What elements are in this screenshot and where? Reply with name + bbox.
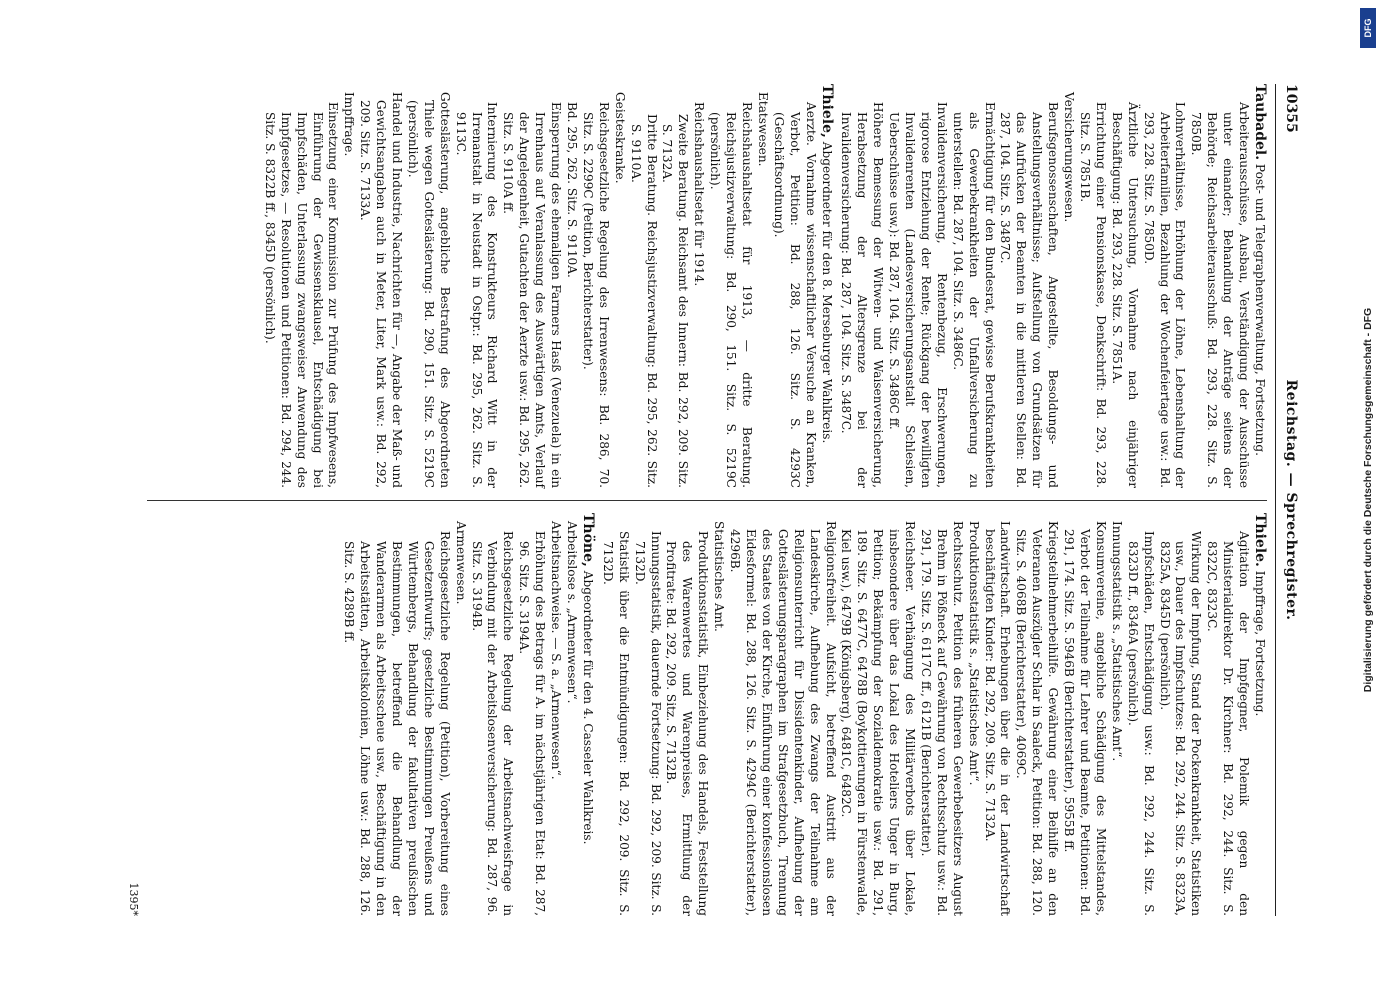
register-entry: Innungsstatistik, dauernde Fortsetzung: Bd. 292, 209. Sitz. S. 7132D. <box>632 531 663 916</box>
register-topic: Gotteslästerung, angebliche Bestrafung des Abgeordneten Thiele wegen Gotteslästerung: Bd. 290, 151. Sitz. S. 5219C (persönlich). <box>405 92 452 488</box>
register-topic: Religionsfreiheit. Aufsicht, betreffend Austritt aus der Landeskirche, Aufhebung des Zwangs der Teilnahme am Religionsunterricht für Dissidentenkinder, Aufhebung der Gotteslästerungsparagraphen im Strafgesetzbuch, Trennung des Staates von der Kirche, Einführung einer konfessionslosen Eidesformel: Bd. 288, 126. Sitz. S. 4294C (Berichterstatter), 4296B. <box>727 521 838 916</box>
register-topic: Etatswesen. <box>755 92 770 167</box>
speaker-heading <box>817 84 833 488</box>
speaker-description: Post- und Telegraphenverwaltung, Fortsetzung. <box>1252 160 1267 457</box>
register-entry: Ärztliche Untersuchung, Vornahme nach einjähriger Beschäftigung: Bd. 293, 228. Sitz. S. 7851A. <box>1109 102 1140 488</box>
register-page <box>72 60 1312 940</box>
register-topic: Versicherungswesen. <box>1061 92 1076 223</box>
register-entry: Internierung des Konstrukteurs Richard Witt in der Irrenanstalt in Neustadt in Ostpr.: Bd. 295, 262. Sitz. S. 9113C. <box>453 102 499 488</box>
register-entry: Dritte Beratung. Reichsjustizverwaltung: Bd. 295, 262. Sitz. S. 9110A. <box>628 114 659 488</box>
left-column <box>147 84 1267 500</box>
register-entry: Reichsgesetzliche Regelung (Petition), Vorbereitung eines Gesetzentwurfs; gesetzliche Bestimmungen Preußens und Württembergs, Behandlung der fakultativen preußischen Bestimmungen, betreffend die Behandlung der Wanderarmen als Arbeitsscheue usw., Beschäftigung in den Arbeitsstätten, Arbeitskolonien, Löhne usw.: Bd. 288, 126. Sitz. S. 4289B ff. <box>341 531 452 916</box>
register-entry: Reichsgesetzliche Regelung des Irrenwesens: Bd. 286, 70. Sitz. S. 2299C (Petition, Berichterstatter). <box>580 102 611 488</box>
signature-mark: 1395* <box>126 882 140 916</box>
register-entry: Errichtung einer Pensionskasse, Denkschrift: Bd. 293, 228. Sitz. S. 7851B. <box>1077 102 1108 488</box>
speaker-description: Impffrage, Fortsetzung. <box>1252 566 1267 717</box>
register-entry: Produktionsstatistik, Einbeziehung des Handels, Feststellung des Warenwertes und Warenpreises, Ermittlung der Profitrate: Bd. 292, 209. Sitz. S. 7132B. <box>663 531 710 916</box>
register-entry: Statistik über die Entmündigungen: Bd. 292, 209. Sitz. S. 7132D. <box>600 531 631 916</box>
register-topic: Arbeitsnachweise. — S. a. „Armenwesen“. <box>548 521 563 780</box>
register-topic: Impffrage. <box>341 92 356 157</box>
speaker-name: Thiele. <box>1251 513 1268 567</box>
register-topic: Landwirtschaft. Erhebungen über die in der Landwirtschaft beschäftigten Kinder: Bd. 292, 209. Sitz. S. 7132A. <box>982 521 1012 916</box>
speaker-heading <box>579 513 595 916</box>
running-title: Reichstag. — Sprechregister. <box>1282 379 1299 621</box>
register-entry: Reichsgesetzliche Regelung der Arbeitsnachweisfrage in Verbindung mit der Arbeitslosenversicherung: Bd. 287, 96. Sitz. S. 3194B. <box>469 531 515 916</box>
register-entry: Einsperrung des ehemaligen Farmers Hasß (Venezuela) in ein Irrenhaus auf Veranlassung des Auswärtigen Amts, Verlauf der Angelegenheit, Gutachten der Aerzte usw.: Bd. 295, 262. Sitz. S. 9110A ff. <box>500 102 563 488</box>
register-topic: Statistisches Amt. <box>711 521 726 632</box>
register-topic: Geisteskranke. <box>612 92 627 184</box>
speaker-description: Abgeordneter für den 4. Casseler Wahlkreis. <box>580 566 595 845</box>
register-topic: Innungsstatistik s. „Statistisches Amt“. <box>1109 521 1124 762</box>
speaker-name: Taubadel. <box>1251 84 1268 161</box>
register-entry: Agitation der Impfgegner, Polemik gegen den Ministerialdirektor Dr. Kirchner: Bd. 292, 244. Sitz. S. 8322C, 8323C. <box>1204 531 1251 916</box>
register-topic: Handel und Industrie, Nachrichten für —, Angabe der Maß- und Gewichtsangaben auch in Meter, Liter, Mark usw.: Bd. 292, 209. Sitz. S. 7133A. <box>357 92 404 488</box>
speaker-heading <box>1251 84 1267 488</box>
register-entry: Erhöhung des Betrags für A. im nächstjährigen Etat: Bd. 287, 96. Sitz. S. 3194A. <box>516 531 547 916</box>
spacer <box>594 513 598 916</box>
register-entry: Reichshaushaltsetat für 1913, — dritte Beratung. Reichsjustizverwaltung: Bd. 290, 151. Sitz. S. 5219C (persönlich). <box>707 102 754 488</box>
register-entry: Invalidenversicherung, Rentenbezug, Erschwerungen, rigorose Entziehung der Rente; Rückgang der bewilligten Invalidenrenten (Landesversicherungsanstalt Schlesien, Ueberschüsse usw.): Bd. 287, 104. Sitz. S. 3486C ff. <box>886 102 949 488</box>
register-topic: Reichsheer. Verhängung des Militärverbots über Lokale, insbesondere über das Lokal des Hoteliers Unger in Burg, Petition; Bekämpfung der Sozialdemokratie usw.: Bd. 291, 189. Sitz. S. 6477C, 6478B (Boykottierungen in Fürstenwalde, Kiel usw.), 6479B (Königsberg), 6481C, 6482C. <box>838 521 917 916</box>
register-entry: Wirkung der Impfung, Stand der Pockenkrankheit, Statistiken usw., Dauer des Impfschutzes: Bd. 292, 244. Sitz. S. 8323A, 8325A, 8345D (persönlich). <box>1157 531 1203 916</box>
dfg-logo-text: DFG <box>1363 18 1373 38</box>
register-topic: Kriegsteilnehmerbeihilfe. Gewährung einer Beihilfe an den Veteranen Auszügler Schlar in Saaleck, Petition: Bd. 288, 120. Sitz. S. 4068B (Berichterstatter), 4069C. <box>1013 521 1060 916</box>
register-entry: Einsetzung einer Kommission zur Prüfung des Impfwesens, Einführung der Gewissensklausel, Entschädigung bei Impfschäden, Unterlassung zwangsweiser Anwendung des Impfgesetzes, — Resolutionen und Petitionen: Bd. 294, 244. Sitz. S. 8322B ff., 8345D (persönlich). <box>262 102 340 488</box>
register-topic: Konsumvereine, angebliche Schädigung des Mittelstandes, Verbot der Teilnahme für Lehrer und Beamte, Petitionen: Bd. 291, 174. Sitz. S. 5946B (Berichterstatter), 5955B ff. <box>1061 521 1108 916</box>
register-entry: Zweite Beratung. Reichsamt des Innern: Bd. 292, 209. Sitz. S. 7132A. <box>659 114 690 488</box>
register-topic: Rechtsschutz. Petition des früheren Gewerbebesitzers August Brehm in Pößneck auf Gewährung von Rechtsschutz usw.: Bd. 291, 179. Sitz. S. 6117C ff., 6121B (Berichterstatter). <box>918 521 965 916</box>
register-topic: Produktionsstatistik s. „Statistisches Amt“. <box>966 521 981 786</box>
register-entry: Berufsgenossenschaften, Angestellte, Besoldungs- und Anstellungsverhältnisse; Aufstellung von Grundsätzen für das Aufrücken der Beamten in die mittleren Stellen: Bd. 287, 104. Sitz. S. 3487C. <box>998 102 1060 488</box>
speaker-name: Thiele, <box>818 84 835 138</box>
page-header <box>1275 84 1298 916</box>
columns <box>147 84 1267 916</box>
register-entry: Aerzte. Vornahme wissenschaftlicher Versuche an Kranken, Verbot, Petition: Bd. 288, 126. Sitz. S. 4293C (Geschäftsordnung). <box>771 102 818 488</box>
register-topic: Arbeitslose s. „Armenwesen“. <box>564 521 579 704</box>
right-column <box>147 500 1267 916</box>
register-topic: Armenwesen. <box>453 521 468 605</box>
register-entry: Impfschäden, Entschädigung usw.: Bd. 292, 244. Sitz. S. 8323D ff., 8346A (persönlich). <box>1125 531 1156 916</box>
register-entry: Lohnverhältnisse, Erhöhung der Löhne, Lebenshaltung der Arbeiterfamilien, Bezahlung der Wochenfeiertage usw.: Bd. 293, 228. Sitz. S. 7850D. <box>1141 102 1187 488</box>
register-entry: Reichshaushaltsetat für 1914. <box>691 102 706 287</box>
speaker-description: Abgeordneter für den 8. Merseburger Wahlkreis. <box>819 137 834 444</box>
register-entry: Bd. 295, 262. Sitz. S. 9110A. <box>564 102 579 278</box>
speaker-name: Thöne, <box>579 513 596 567</box>
register-entry: Höhere Bemessung der Witwen- und Waisenversicherung, Herabsetzung der Altersgrenze bei der Invalidenversicherung: Bd. 287, 104. Sitz. S. 3487C. <box>838 102 885 488</box>
register-entry: Arbeiterausschüsse, Ausbau, Verständigung der Ausschüsse unter einander; Behandlung der Anträge seitens der Behörde; Reichsarbeiterausschuß: Bd. 293, 228. Sitz. S. 7850B. <box>1188 102 1251 488</box>
page-number: 10355 <box>1282 84 1299 133</box>
register-entry: Ermächtigung für den Bundesrat, gewisse Berufskrankheiten als Gewerbekrankheiten der Unfallversicherung zu unterstellen: Bd. 287, 104. Sitz. S. 3486C. <box>950 102 997 488</box>
speaker-heading <box>1251 513 1267 916</box>
dfg-margin-note: Digitalisierung gefördert durch die Deutsche Forschungsgemeinschaft - DFG <box>1362 307 1374 693</box>
